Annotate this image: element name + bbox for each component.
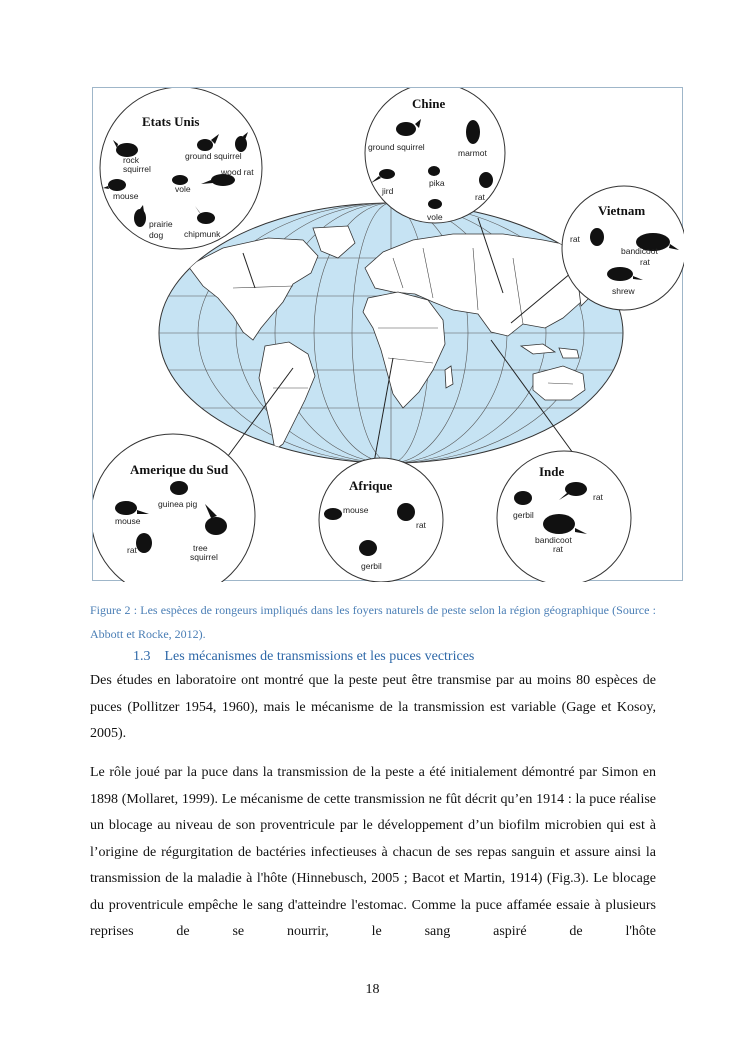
paragraph-2: Le rôle joué par la puce dans la transmission de la peste a été initialement démontré par Simon en 1898 (Mollaret, 1999). Le mécanisme de cette transmission ne fût décrit qu’en 1914 : la puce réalise un blocage au niveau de son proventricule par le développement d’un biofilm microbien qui est à l’origine de régurgitation de bactéries infectieuses à chacun de ses repas sanguin et assure ainsi la transmission de la maladie à l'hôte (Hinnebusch, 2005 ; Bacot et Martin, 1914) (Fig.3). Le blocage du proventricule empêche le sang d'atteindre l'estomac. Comme la puce affamée essaie à plusieurs reprises de se nourrir, le sang aspiré de l'hôte xyxy=(90,765,656,939)
animal-label: bandicoot xyxy=(535,535,572,545)
animal-label: prairie xyxy=(149,219,173,229)
animal-label: chipmunk xyxy=(184,229,221,239)
region-title-vietnam: Vietnam xyxy=(598,203,646,218)
figure-caption: Figure 2 : Les espèces de rongeurs impliqués dans les foyers naturels de peste selon la région géographique (Source : Abbott et Rocke, 2012). xyxy=(90,603,656,641)
animal-label: mouse xyxy=(113,191,139,201)
region-etats-unis xyxy=(100,88,262,249)
animal-label: wood rat xyxy=(221,167,254,177)
animal-label: rat xyxy=(127,545,137,555)
animal-label: mouse xyxy=(115,516,141,526)
region-title-inde: Inde xyxy=(539,464,565,479)
world-map xyxy=(153,198,633,468)
animal-label: vole xyxy=(427,212,443,222)
animal-label: rat xyxy=(593,492,603,502)
animal-label: ground squirrel xyxy=(185,151,242,161)
animal-label: squirrel xyxy=(123,164,151,174)
animal-label: guinea pig xyxy=(158,499,198,509)
animal-label: rock xyxy=(123,155,140,165)
animal-label: rat xyxy=(416,520,426,530)
section-heading xyxy=(133,649,474,665)
animal-label: mouse xyxy=(343,505,369,515)
animal-label: rat xyxy=(570,234,580,244)
animal-label: tree xyxy=(193,543,208,553)
region-afrique xyxy=(319,458,443,582)
region-chine xyxy=(365,88,505,223)
page-number: 18 xyxy=(365,982,380,997)
animal-label: ground squirrel xyxy=(368,142,425,152)
animal-label: bandicoot xyxy=(621,246,658,256)
region-inde xyxy=(497,451,631,582)
animal-label: marmot xyxy=(458,148,487,158)
animal-label: rat xyxy=(553,544,563,554)
region-vietnam xyxy=(562,186,684,310)
section-title: Les mécanismes de transmissions et les puces vectrices xyxy=(164,649,475,664)
region-title-afrique: Afrique xyxy=(349,478,393,493)
animal-label: rat xyxy=(640,257,650,267)
region-title-etats-unis: Etats Unis xyxy=(142,114,200,129)
animal-label: gerbil xyxy=(513,510,534,520)
animal-label: gerbil xyxy=(361,561,382,571)
figure-rodent-map xyxy=(92,87,683,581)
animal-label: vole xyxy=(175,184,191,194)
world-map-illustration xyxy=(93,88,684,582)
animal-label: squirrel xyxy=(190,552,218,562)
animal-label: shrew xyxy=(612,286,635,296)
region-title-amerique-du-sud: Amerique du Sud xyxy=(130,462,229,477)
animal-label: pika xyxy=(429,178,445,188)
animal-label: jird xyxy=(382,186,394,196)
region-amerique-du-sud xyxy=(93,434,255,582)
animal-label: dog xyxy=(149,230,164,240)
paragraph-1: Des études en laboratoire ont montré que la peste peut être transmise par au moins 80 espèces de puces (Pollitzer 1954, 1960), mais le mécanisme de la transmission est variable (Gage et Kosoy, 2005). xyxy=(90,673,656,741)
animal-label: rat xyxy=(475,192,485,202)
region-title-chine: Chine xyxy=(412,96,446,111)
section-number: 1.3 xyxy=(133,649,151,664)
